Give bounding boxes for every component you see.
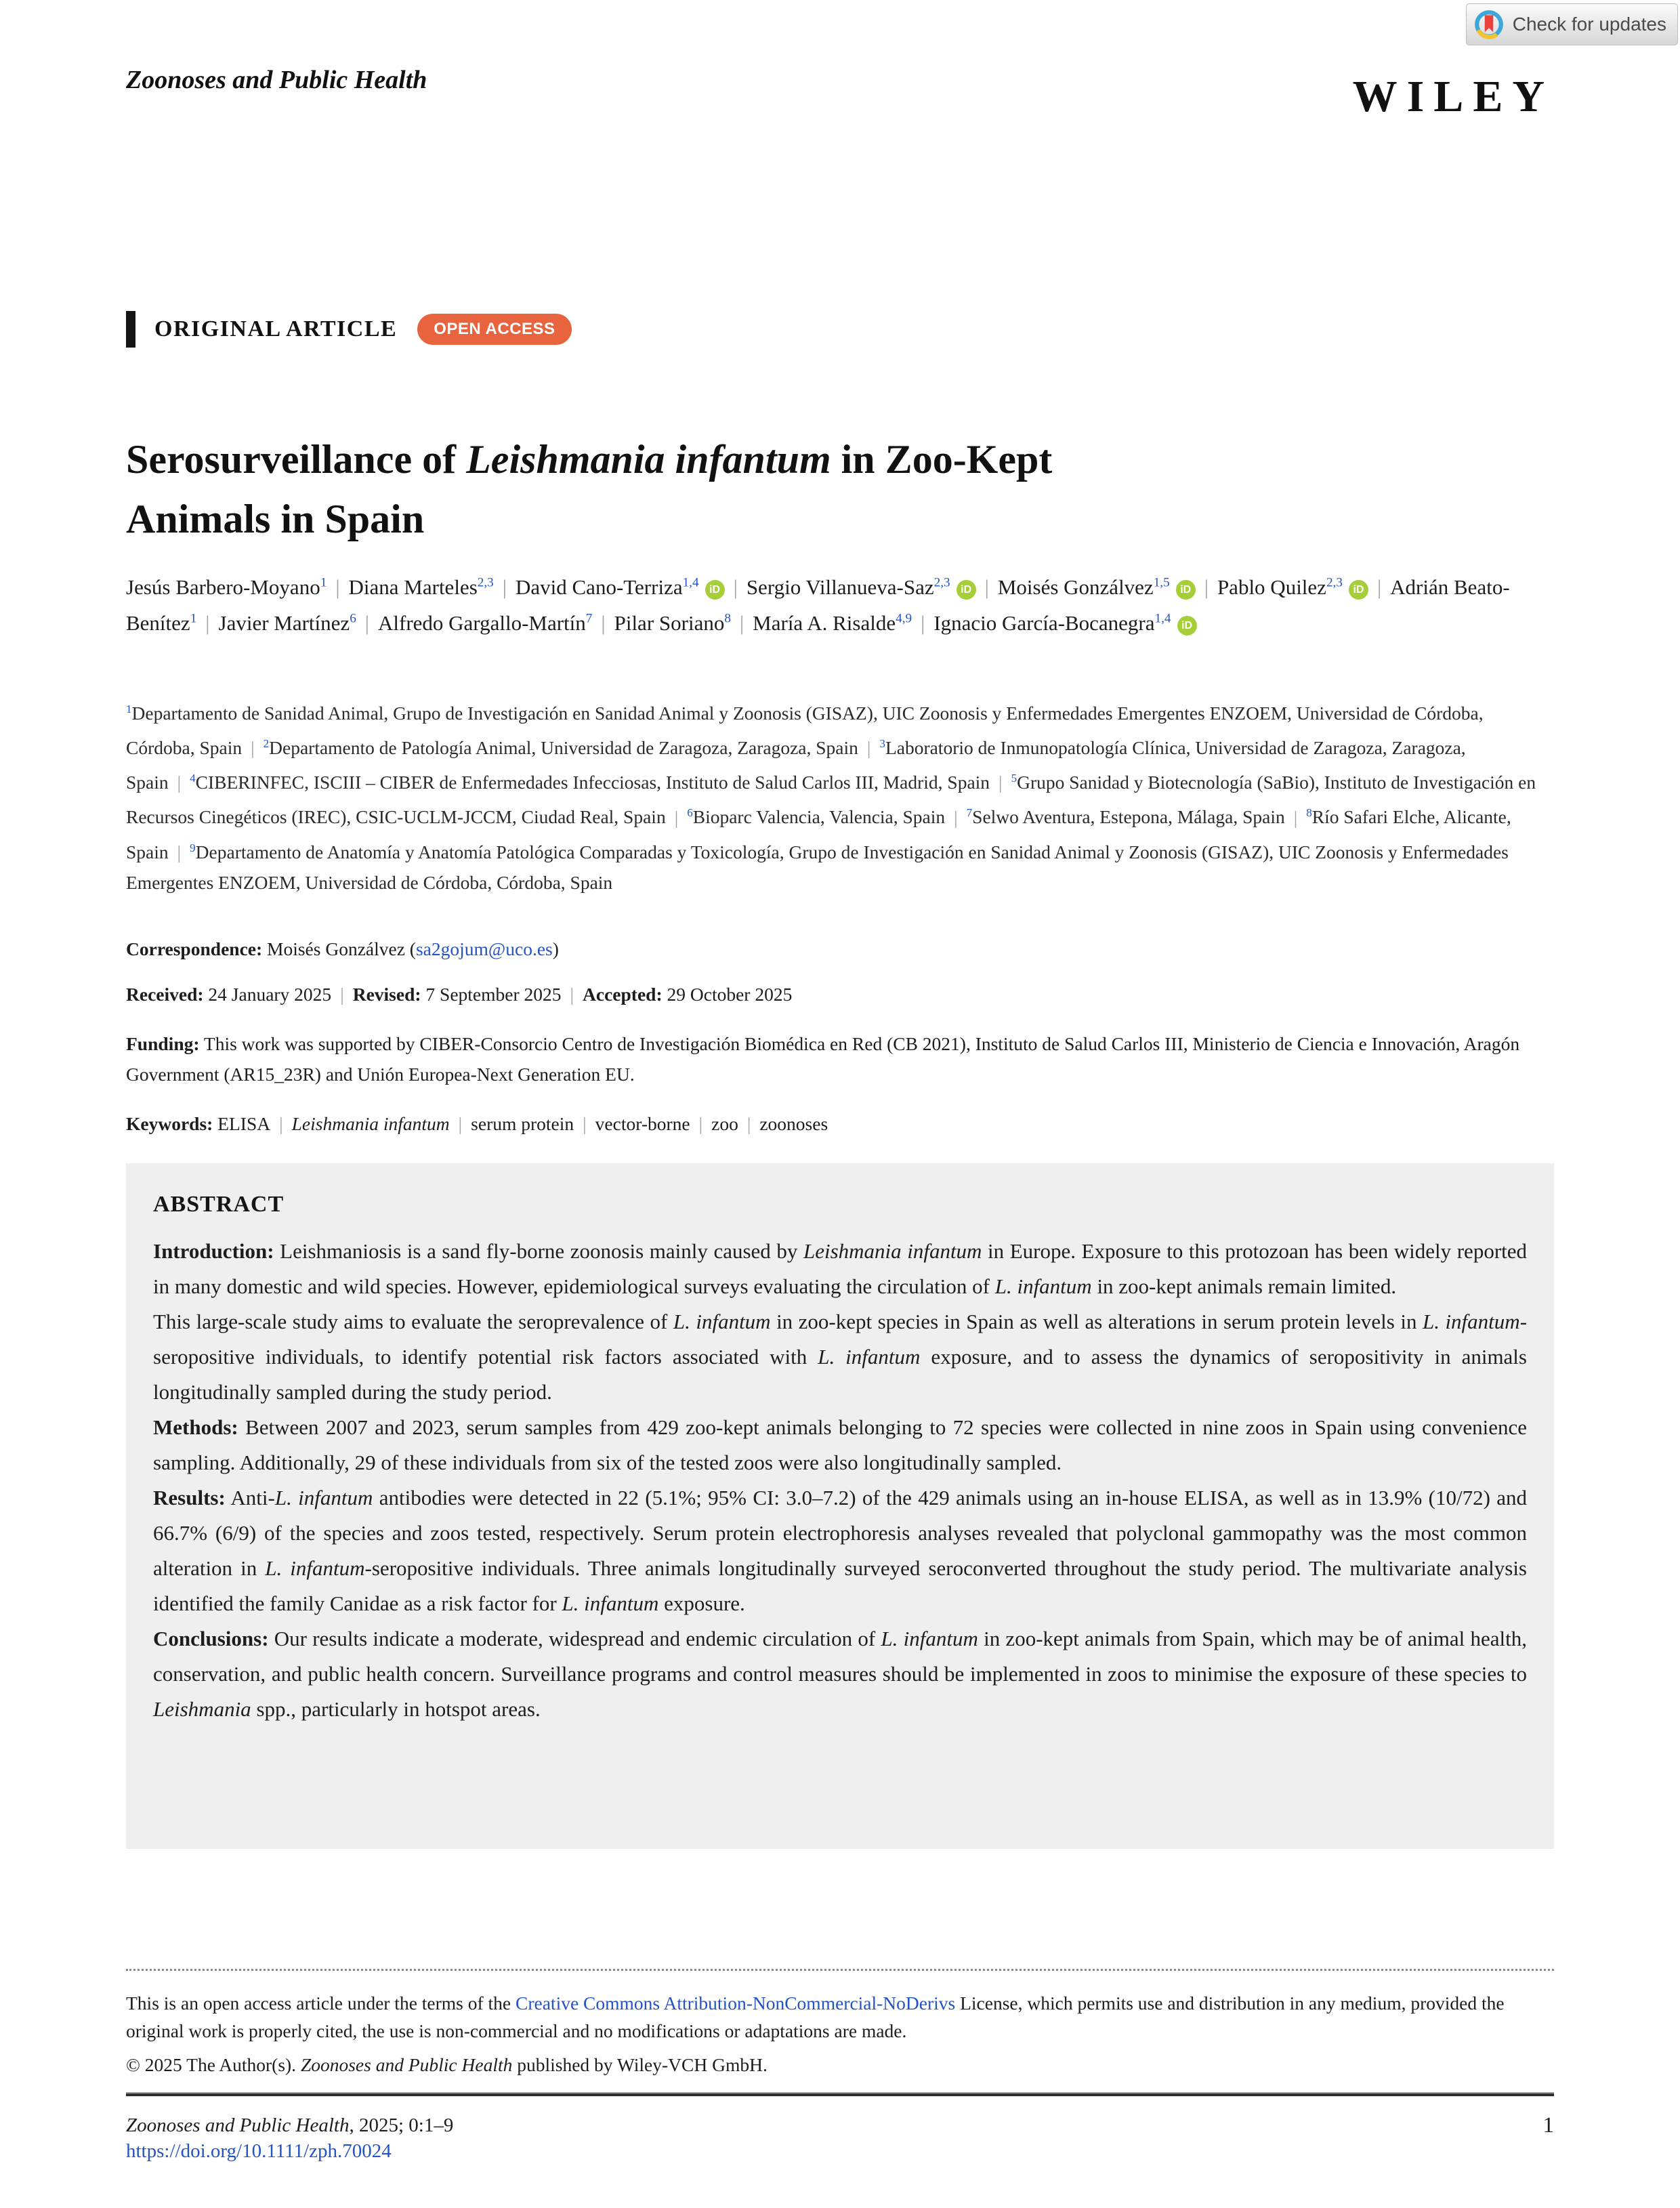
author-affiliation-sup: 6 [350, 611, 356, 626]
author-name-text: Pilar Soriano [614, 610, 725, 635]
affiliation-sup: 7 [966, 806, 973, 820]
separator-bar: | [739, 610, 744, 635]
funding-line [126, 1028, 1554, 1091]
separator-bar: | [674, 806, 679, 828]
history-label: Received: [126, 984, 204, 1005]
abstract-segment: L. infantum [818, 1345, 921, 1369]
separator-bar: | [502, 575, 507, 600]
author-affiliation-sup: 2,3 [477, 576, 494, 590]
separator-bar: | [205, 610, 210, 635]
page-number: 1 [1542, 2113, 1554, 2138]
orcid-icon[interactable]: iD [1176, 580, 1196, 600]
author-affiliation-sup: 1,4 [1154, 611, 1171, 626]
license-post: License, which permits use and distribution in any medium, provided the original work is properly cited, the use is non-commercial and no modifications or adaptations are made. [126, 1993, 1505, 2041]
affiliation-list [126, 694, 1554, 908]
paren-close: ) [552, 938, 559, 959]
abstract-paragraph [153, 1410, 1527, 1480]
abstract-segment: antibodies were detected in 22 (5.1%; 95% CI: 3.0–7.2) of the 429 animals using an in-house ELISA, as well as in 13.9% (10/72) and 66.7% (6/9) of the species and zoos tested, respectively. Serum protein electrophoresis analyses revealed that polyclonal gammopathy was the most common alteration in [153, 1486, 1528, 1580]
separator-bar: | [1377, 575, 1382, 600]
author-name [998, 575, 1196, 599]
title-pre: Serosurveillance of [126, 437, 467, 482]
affiliation-sup: 3 [879, 737, 885, 751]
keyword: Leishmania infantum [291, 1113, 450, 1134]
author-name-text: Sergio Villanueva-Saz [746, 575, 934, 600]
author-name-text: Pablo Quilez [1217, 575, 1326, 600]
copyright-pre: © 2025 The Author(s). [126, 2054, 301, 2075]
separator-bar: | [954, 806, 958, 828]
abstract-lead: Introduction: [153, 1239, 274, 1263]
abstract-segment: L. infantum [1422, 1310, 1520, 1333]
separator-bar: | [733, 575, 738, 600]
separator-bar: | [1204, 575, 1209, 600]
separator-bar: | [984, 575, 989, 600]
affiliation-sup: 6 [687, 806, 693, 820]
affiliation-text: Departamento de Anatomía y Anatomía Patológica Comparadas y Toxicología, Grupo de Investigación en Sanidad Animal y Zoonosis (GISAZ), UIC Zoonosis y Enfermedades Emergentes ENZOEM, Universidad de Córdoba, Córdoba, Spain [126, 841, 1509, 893]
funding-text: This work was supported by CIBER-Consorcio Centro de Investigación Biomédica en Red (CB 2021), Instituto de Salud Carlos III, Ministerio de Ciencia e Innovación, Aragón Government (AR15_23R) and Unión Europea-Next Generation EU. [126, 1033, 1520, 1085]
history-value: 29 October 2025 [662, 984, 793, 1005]
abstract-segment: Between 2007 and 2023, serum samples from 429 zoo-kept animals belonging to 72 species were collected in nine zoos in Spain using convenience sampling. Additionally, 29 of these individuals from six of the tested zoos were also longitudinally sampled. [153, 1415, 1527, 1474]
author-name-text: David Cano-Terriza [516, 575, 683, 600]
author-name [753, 611, 912, 635]
abstract-segment: L. infantum [673, 1310, 771, 1333]
abstract-paragraph [153, 1304, 1527, 1410]
author-affiliation-sup: 1 [190, 611, 197, 626]
citation-block [126, 2112, 453, 2164]
abstract-segment: L. infantum [265, 1556, 365, 1580]
abstract-paragraph [153, 1621, 1527, 1727]
author-name-text: Ignacio García-Bocanegra [933, 610, 1155, 635]
check-for-updates-label: Check for updates [1512, 14, 1666, 35]
wiley-logo: WILEY [1352, 72, 1554, 121]
separator-bar: | [601, 610, 606, 635]
abstract-segment: spp., particularly in hotspot areas. [251, 1697, 541, 1721]
separator-bar: | [583, 1113, 587, 1134]
separator-bar: | [999, 772, 1003, 793]
history-value: 24 January 2025 [203, 984, 332, 1005]
abstract-segment: Our results indicate a moderate, widespread and endemic circulation of [268, 1627, 881, 1650]
license-link[interactable]: Creative Commons Attribution-NonCommercial-NoDerivs [516, 1993, 956, 2014]
footer-journal: Zoonoses and Public Health [126, 2115, 350, 2136]
abstract-body [153, 1234, 1527, 1727]
abstract-heading: ABSTRACT [153, 1192, 285, 1217]
copyright-line [126, 2054, 1554, 2076]
license-pre: This is an open access article under the terms of the [126, 1993, 516, 2014]
author-affiliation-sup: 1 [320, 576, 327, 590]
separator-bar: | [747, 1113, 751, 1134]
abstract-segment: L. infantum [562, 1591, 659, 1615]
separator-bar: | [340, 984, 344, 1005]
banner-bar [126, 311, 135, 348]
author-name-text: Alfredo Gargallo-Martín [378, 610, 586, 635]
separator-bar: | [921, 610, 925, 635]
orcid-icon[interactable]: iD [705, 580, 725, 600]
keyword: ELISA [217, 1113, 271, 1134]
abstract-segment: Leishmania [153, 1697, 251, 1721]
abstract-segment: in zoo-kept animals remain limited. [1091, 1274, 1397, 1298]
abstract-segment: Leishmania infantum [803, 1239, 982, 1263]
orcid-icon[interactable]: iD [1349, 580, 1368, 600]
author-affiliation-sup: 7 [585, 611, 593, 626]
author-name-text: Diana Marteles [348, 575, 478, 600]
abstract-segment: Anti- [225, 1486, 275, 1509]
title-line2: Animals in Spain [126, 497, 425, 541]
separator-bar: | [335, 575, 340, 600]
orcid-icon[interactable]: iD [1177, 616, 1197, 636]
abstract-paragraph [153, 1480, 1527, 1621]
separator-bar: | [251, 737, 255, 759]
page-footer [126, 2112, 1554, 2164]
keyword: zoo [711, 1113, 738, 1134]
affiliation-text: Laboratorio de Inmunopatología Clínica, Universidad de Zaragoza, Zaragoza, Spain [126, 737, 1466, 793]
abstract-segment: in zoo-kept animals from Spain, which may be of animal health, conservation, and public health concern. Surveillance programs and control measures should be implemented in zoos to minimise the exposure of these species to [153, 1627, 1528, 1686]
affiliation-text: Bioparc Valencia, Valencia, Spain [692, 806, 946, 828]
affiliation-text: Departamento de Patología Animal, Universidad de Zaragoza, Zaragoza, Spain [269, 737, 858, 759]
footer-issue: , 2025; 0:1–9 [349, 2115, 454, 2136]
abstract-lead: Conclusions: [153, 1627, 269, 1650]
keywords-line [126, 1108, 1554, 1139]
history-line [126, 979, 1554, 1009]
abstract-segment: This large-scale study aims to evaluate the seroprevalence of [153, 1310, 673, 1333]
author-name-text: Jesús Barbero-Moyano [126, 575, 320, 600]
separator-bar: | [279, 1113, 283, 1134]
author-name [614, 611, 731, 635]
separator-bar: | [177, 841, 182, 862]
affiliation-sup: 2 [263, 737, 270, 751]
abstract-segment: L. infantum [881, 1627, 978, 1650]
journal-name: Zoonoses and Public Health [126, 66, 427, 94]
correspondence-line [126, 934, 1554, 964]
author-name-text: Moisés Gonzálvez [997, 575, 1154, 600]
author-name-text: María A. Risalde [753, 610, 896, 635]
author-name [378, 611, 592, 635]
author-affiliation-sup: 1,4 [682, 576, 699, 590]
affiliation-sup: 1 [126, 703, 132, 715]
author-name [219, 611, 356, 635]
affiliation-text: Río Safari Elche, Alicante, Spain [126, 806, 1511, 862]
page-header [126, 65, 1554, 133]
article-title [126, 430, 1554, 551]
abstract-segment: Leishmaniosis is a sand fly-borne zoonosis mainly caused by [274, 1239, 803, 1263]
abstract-box [126, 1163, 1554, 1849]
author-name-text: Adrián Beato-Benítez [126, 575, 1510, 635]
crossref-icon [1473, 9, 1505, 40]
license-note [126, 1989, 1554, 2045]
separator-bar: | [177, 772, 182, 793]
author-affiliation-sup: 2,3 [933, 576, 950, 590]
correspondence-name: Moisés Gonzálvez [262, 938, 410, 959]
copyright-post: published by Wiley-VCH GmbH. [512, 2054, 768, 2075]
history-label: Revised: [352, 984, 421, 1005]
separator-bar: | [866, 737, 871, 759]
history-value: 7 September 2025 [421, 984, 562, 1005]
abstract-lead: Results: [153, 1486, 226, 1509]
abstract-segment: L. infantum [274, 1486, 373, 1509]
open-access-badge: OPEN ACCESS [417, 314, 571, 345]
author-affiliation-sup: 2,3 [1326, 576, 1343, 590]
correspondence-label: Correspondence: [126, 938, 263, 959]
author-name [349, 575, 494, 599]
author-name [933, 611, 1196, 635]
separator-bar: | [698, 1113, 703, 1134]
affiliation-text: Selwo Aventura, Estepona, Málaga, Spain [972, 806, 1285, 828]
abstract-lead: Methods: [153, 1415, 238, 1439]
funding-label: Funding: [126, 1033, 200, 1054]
author-list [126, 568, 1554, 663]
separator-bar: | [570, 984, 574, 1005]
check-for-updates-button[interactable] [1466, 3, 1678, 45]
correspondence-email-link[interactable]: sa2gojum@uco.es [415, 938, 553, 959]
article-type-banner [126, 310, 1554, 348]
keyword: serum protein [471, 1113, 574, 1134]
author-affiliation-sup: 8 [724, 611, 731, 626]
affiliation-sup: 4 [190, 772, 196, 785]
title-italic: Leishmania infantum [466, 437, 831, 482]
orcid-icon[interactable]: iD [957, 580, 976, 600]
affiliation-sup: 9 [190, 841, 196, 854]
separator-bar: | [458, 1113, 463, 1134]
separator-bar: | [364, 610, 370, 635]
dotted-divider [126, 1969, 1554, 1971]
doi-link[interactable]: https://doi.org/10.1111/zph.70024 [126, 2140, 392, 2162]
author-name [747, 575, 976, 599]
article-type-label: ORIGINAL ARTICLE [154, 316, 398, 341]
keyword: vector-borne [595, 1113, 690, 1134]
history-label: Accepted: [583, 984, 663, 1005]
abstract-segment: exposure. [658, 1591, 745, 1615]
affiliation-text: CIBERINFEC, ISCIII – CIBER de Enfermedades Infecciosas, Instituto de Salud Carlos III, Madrid, Spain [195, 772, 990, 793]
affiliation-sup: 5 [1011, 772, 1017, 785]
separator-bar: | [1293, 806, 1298, 828]
keyword: zoonoses [759, 1113, 828, 1134]
author-name [126, 575, 327, 599]
abstract-segment: in zoo-kept species in Spain as well as alterations in serum protein levels in [770, 1310, 1423, 1333]
abstract-segment: L. infantum [994, 1274, 1092, 1298]
author-name [1217, 575, 1368, 599]
abstract-segment: in Europe. Exposure to this protozoan has been widely reported in many domestic and wild species. However, epidemiological surveys evaluating the circulation of [153, 1239, 1528, 1298]
footer-rule [126, 2092, 1554, 2096]
author-affiliation-sup: 4,9 [896, 611, 912, 626]
author-name [516, 575, 725, 599]
title-post: in Zoo-Kept [831, 437, 1053, 482]
author-affiliation-sup: 1,5 [1153, 576, 1170, 590]
affiliation-sup: 8 [1306, 806, 1312, 820]
abstract-segment: exposure, and to assess the dynamics of seropositivity in animals longitudinally sampled during the study period. [153, 1345, 1527, 1404]
paren-open: ( [409, 938, 416, 959]
author-name-text: Javier Martínez [218, 610, 350, 635]
abstract-paragraph [153, 1234, 1527, 1304]
keywords-label: Keywords: [126, 1113, 213, 1134]
abstract-segment: -seropositive individuals. Three animals longitudinally surveyed seroconverted throughout the study period. The multivariate analysis identified the family Canidae as a risk factor for [153, 1556, 1527, 1615]
affiliation-text: Grupo Sanidad y Biotecnología (SaBio), Instituto de Investigación en Recursos Cinegéticos (IREC), CSIC-UCLM-JCCM, Ciudad Real, Spain [126, 772, 1536, 828]
affiliation-text: Departamento de Sanidad Animal, Grupo de Investigación en Sanidad Animal y Zoonosis (GISAZ), UIC Zoonosis y Enfermedades Emergentes ENZOEM, Universidad de Córdoba, Córdoba, Spain [126, 703, 1484, 759]
abstract-segment: -seropositive individuals, to identify potential risk factors associated with [153, 1310, 1528, 1369]
copyright-journal: Zoonoses and Public Health [300, 2054, 513, 2075]
